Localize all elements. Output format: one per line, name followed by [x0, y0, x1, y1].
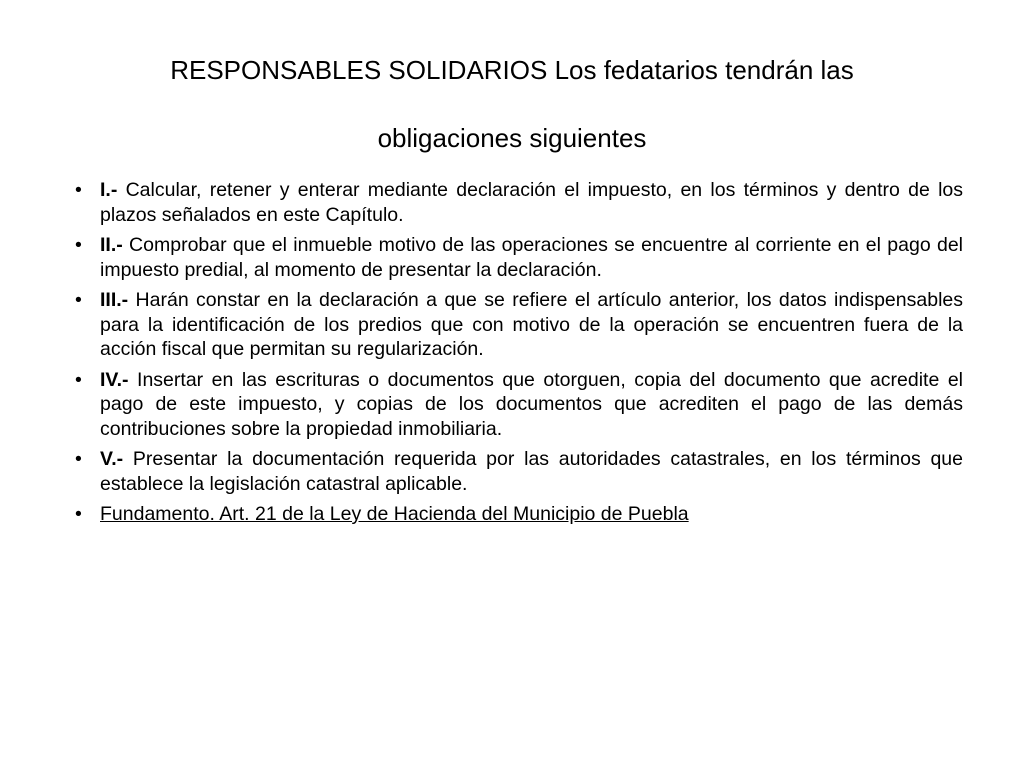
list-item: [75, 288, 963, 362]
item-text: Comprobar que el inmueble motivo de las operaciones se encuentre al corriente en el pago del impuesto predial, al momento de presentar la declaración.: [100, 234, 963, 281]
item-label: III.-: [100, 289, 129, 311]
bullet-icon: •: [75, 368, 82, 391]
bullet-icon: •: [75, 179, 82, 201]
list-item: [75, 233, 963, 282]
list-item: [75, 178, 963, 227]
item-label: I.-: [100, 179, 118, 201]
item-text: Presentar la documentación requerida por las autoridades catastrales, en los términos que establece la legislación catastral aplicable.: [100, 448, 963, 495]
item-label: IV.-: [100, 368, 129, 391]
list-item-reference: [75, 502, 963, 527]
item-text: Calcular, retener y enterar mediante declaración el impuesto, en los términos y dentro de los plazos señalados en este Capítulo.: [100, 179, 963, 226]
item-text: Insertar en las escrituras o documentos que otorguen, copia del documento que acredite el pago de este impuesto, y copias de los documentos que acrediten el pago de las demás contribuciones sobre la propiedad inmobiliaria.: [100, 368, 963, 440]
list-item: [75, 368, 963, 442]
item-label: II.-: [100, 234, 123, 256]
bullet-icon: •: [75, 234, 82, 256]
bullet-icon: •: [75, 289, 82, 311]
bullet-icon: •: [75, 503, 82, 525]
reference-link[interactable]: Fundamento. Art. 21 de la Ley de Hacienda del Municipio de Puebla: [100, 503, 689, 525]
slide-title: [70, 36, 954, 172]
item-text: Harán constar en la declaración a que se refiere el artículo anterior, los datos indispensables para la identificación de los predios que con motivo de la operación se encuentren fuera de la acción fiscal que permitan su regularización.: [100, 289, 963, 360]
slide-title-line-1: RESPONSABLES SOLIDARIOS Los fedatarios tendrán las: [170, 55, 854, 85]
list-item: [75, 447, 963, 496]
bullet-icon: •: [75, 448, 82, 470]
item-label: V.-: [100, 448, 124, 470]
slide-title-line-2: obligaciones siguientes: [377, 123, 647, 153]
obligations-list: [75, 178, 963, 533]
